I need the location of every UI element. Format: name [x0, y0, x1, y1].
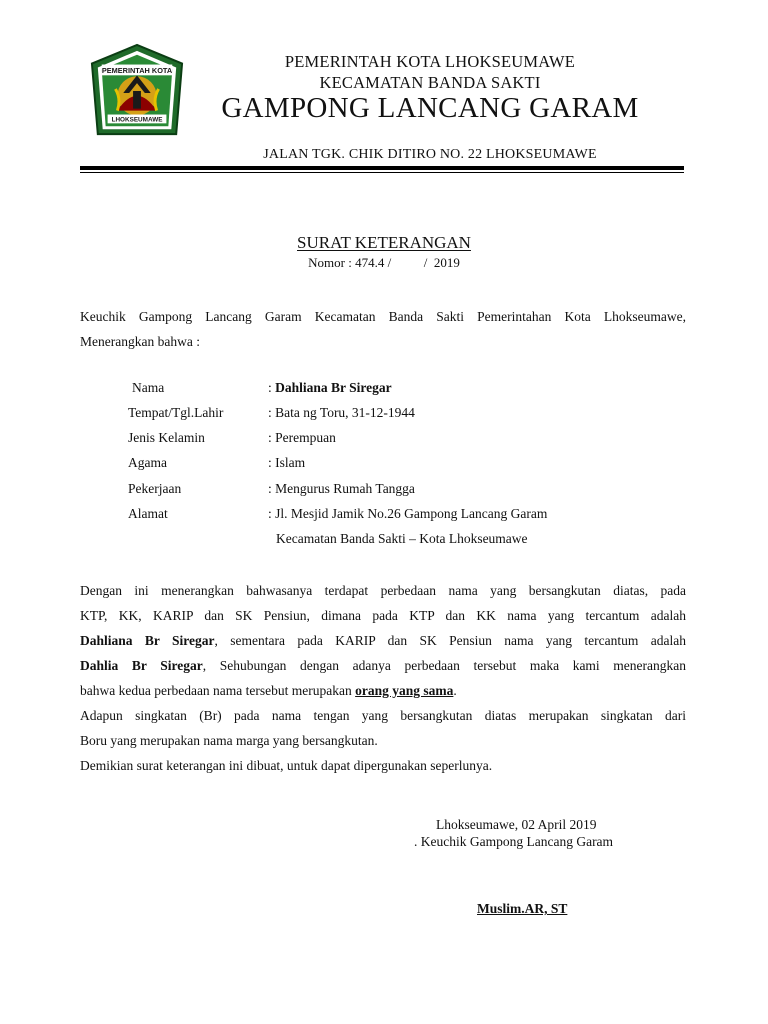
- intro-line-2: Menerangkan bahwa :: [80, 334, 200, 349]
- value-jenis-kelamin: : Perempuan: [268, 430, 336, 445]
- statement-paragraph: [80, 578, 686, 778]
- value-ttl: : Bata ng Toru, 31-12-1944: [268, 405, 415, 420]
- signature-position: . Keuchik Gampong Lancang Garam: [414, 834, 614, 849]
- body-line-3: Dahliana Br Siregar, sementara pada KARIP dan SK Pensiun nama yang tercantum adalah: [80, 633, 687, 648]
- intro-paragraph: [80, 304, 686, 354]
- body-line-6: Adapun singkatan (Br) pada nama tengan yang bersangkutan diatas merupakan singkatan dari: [80, 708, 686, 723]
- signer-name: Muslim.AR, ST: [477, 901, 568, 916]
- label-alamat: Alamat: [128, 506, 168, 521]
- body-line-2: KTP, KK, KARIP dan SK Pensiun, dimana pada KTP dan KK nama yang tercantum adalah: [80, 608, 686, 623]
- signature-place-date: Lhokseumawe, 02 April 2019: [436, 817, 597, 832]
- letter-title: SURAT KETERANGAN: [297, 233, 471, 252]
- intro-line-1: Keuchik Gampong Lancang Garam Kecamatan Banda Sakti Pemerintahan Kota Lhokseumawe,: [80, 309, 686, 324]
- header-address: JALAN TGK. CHIK DITIRO NO. 22 LHOKSEUMAWE: [263, 147, 597, 162]
- body-line-8: Demikian surat keterangan ini dibuat, untuk dapat dipergunakan seperlunya.: [80, 758, 493, 773]
- body-line-4: Dahlia Br Siregar, Sehubungan dengan adanya perbedaan tersebut maka kami menerangkan: [80, 658, 686, 673]
- emblem-bottom-text: LHOKSEUMAWE: [111, 116, 163, 124]
- label-nama: Nama: [132, 380, 165, 395]
- label-ttl: Tempat/Tgl.Lahir: [128, 405, 224, 420]
- label-jenis-kelamin: Jenis Kelamin: [128, 430, 205, 445]
- body-line-1: Dengan ini menerangkan bahwasanya terdapat perbedaan nama yang bersangkutan diatas, pada: [80, 583, 686, 598]
- emblem-top-text: PEMERINTAH KOTA: [101, 65, 173, 75]
- value-pekerjaan: : Mengurus Rumah Tangga: [268, 481, 415, 496]
- label-pekerjaan: Pekerjaan: [128, 481, 182, 496]
- header-government: PEMERINTAH KOTA LHOKSEUMAWE: [284, 52, 576, 71]
- value-nama: : Dahliana Br Siregar: [268, 380, 392, 395]
- header-rule-thick: [80, 166, 684, 170]
- value-alamat-1: : Jl. Mesjid Jamik No.26 Gampong Lancang Garam: [268, 506, 548, 521]
- header-rule-thin: [80, 172, 684, 173]
- city-emblem-logo: [88, 42, 186, 140]
- letter-number: Nomor : 474.4 / / 2019: [308, 255, 460, 270]
- value-alamat-2: Kecamatan Banda Sakti – Kota Lhokseumawe: [276, 531, 528, 546]
- value-agama: : Islam: [268, 455, 306, 470]
- label-agama: Agama: [128, 455, 167, 470]
- header-district: KECAMATAN BANDA SAKTI: [319, 73, 541, 92]
- body-line-7: Boru yang merupakan nama marga yang bersangkutan.: [80, 733, 378, 748]
- header-village: GAMPONG LANCANG GARAM: [221, 92, 639, 124]
- body-line-5: bahwa kedua perbedaan nama tersebut merupakan orang yang sama.: [80, 683, 457, 698]
